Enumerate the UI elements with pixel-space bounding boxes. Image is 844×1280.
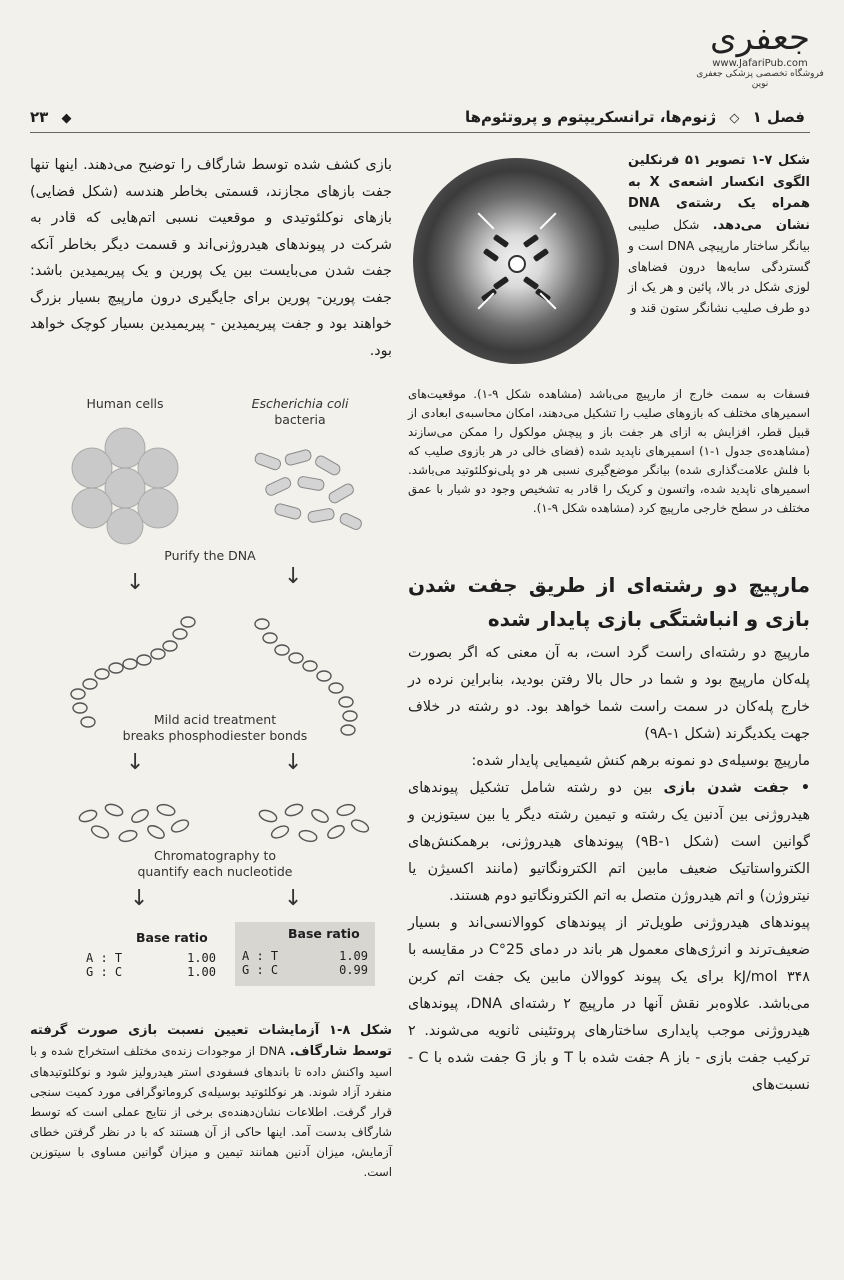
ecoli-base-ratio [242,926,368,977]
step-acid-label-2: breaks phosphodiester bonds [122,728,308,743]
figure-1-7-caption [628,150,810,318]
chapter-label: فصل ۱ [752,108,805,126]
cell [72,488,112,528]
diamond-outline-icon: ◇ [729,111,740,126]
bullet-text: بین دو رشته شامل تشکیل پیوندهای هیدروژنی بین آدنین یک رشته و تیمین رشته دیگر یا بین سیتوزین و گوانین است (شکل ۹B-۱) پیوندهای هیدروژنی، برهمکنش‌های الکترواستاتیک ضعیف مابین اتم الکترونگاتیو (مانند اکسیژن یا نیتروژن) و اتم هیدروژن متصل به اتم الکترونگاتیو دوم هستند. [408,780,810,904]
bacterium [307,508,335,523]
paragraph: مارپیچ بوسیله‌ی دو نمونه برهم کنش شیمیایی پایدار شده: [471,753,810,769]
arrow-marker-icon [540,213,557,230]
paragraph: پیوندهای هیدروژنی طویل‌تر از پیوندهای کووالانسی‌اند و بسیار ضعیف‌ترند و انرژی‌های معمول هر باند در دمای 25°C در مقایسه با ۳۴۸ kJ/mol برای یک پیوند کووالان مابین یک جفت اتم کربن می‌باشد. علاوه‌بر نقش آنها در مارپیچ ۲ رشته‌ای DNA، پیوندهای هیدروژنی موجب پایداری ساختارهای پروتئینی ثانویه می‌شوند. ۲ ترکیب جفت بازی - باز A جفت شده با T و باز G جفت شده با C - نسبت‌های [408,915,810,1093]
section-title: مارپیچ دو رشته‌ای از طریق جفت شدن بازی و انباشتگی بازی پایدار شده [408,573,810,631]
ratio-gc-label: G : C [242,963,279,977]
ratio-at-value: 1.00 [187,951,216,965]
nucleotides-human [78,802,190,843]
ratio-at-label: A : T [242,949,279,963]
header-divider [30,132,810,133]
publisher-logo [690,18,830,98]
step-purify-label: Purify the DNA [164,548,256,563]
ecoli-illustration [254,449,363,531]
chapter-heading [465,108,805,126]
bacterium [254,452,282,471]
ratio-gc-value: 1.00 [187,965,216,979]
bullet-heading: • جفت شدن بازی [663,780,810,796]
publisher-subtitle: فروشگاه تخصصی پزشکی جعفری نوین [696,69,824,89]
bacterium [314,454,342,477]
down-arrow-icon: ↓ [284,750,303,775]
section-body [408,640,810,1099]
bacterium [274,503,302,520]
bacterium [338,512,363,531]
bacterium [284,449,312,466]
beam-center [508,255,526,273]
human-base-ratio [86,930,216,979]
bullet-item [408,775,810,910]
figure-1-8-title: شکل ۸-۱ آزمایشات تعیین نسبت بازی صورت گرفته توسط شارگاف. [30,1023,393,1059]
paragraph: بازی کشف شده توسط شارگاف را توضیح می‌دهند. اینها تنها جفت بازهای مجازند، قسمتی بخاطر هندسه (شکل فضایی) بازهای نوکلئوتیدی و موقعیت نسبی اتم‌هایی که قادر به شرکت در پیوندهای هیدروژنی‌اند و قسمت دیگر بخاطر آنکه جفت شدن می‌بایست بین یک پورین و یک پیریمیدین باشد: جفت پورین- پورین برای جایگیری درون مارپیچ بسیار بزرگ خواهند بود و جفت پیریمیدین - پیریمیدین بسیار کوچک خواهد بود. [30,157,392,359]
page-number: ۲۳ [30,108,49,126]
figure-1-7-lead: شکل صلیبی بیانگر ساختار مارپیچی DNA است و گستردگی سایه‌ها درون فضاهای لوزی شکل در بالا، پائین و هر یک از دو طرف صلیب نشانگر ستون قند و [628,217,810,315]
bacterium [264,476,292,497]
step-chromatography-label: Chromatography to [153,848,277,863]
left-column-text [30,152,392,364]
diffraction-smear [533,248,550,262]
down-arrow-icon: ↓ [126,750,145,775]
chargaff-diagram [30,390,392,990]
figure-1-7-title: شکل ۷-۱ تصویر ۵۱ فرنکلین الگوی انکسار اشعه‌ی X به همراه یک رشته‌ی DNA نشان می‌دهد. [628,153,810,233]
figure-1-8-text: DNA از موجودات زنده‌ی مختلف استخراج شده و با اسید واکنش داده تا باندهای فسفودی استر هیدرولیز شود و نوکلئوتیدهای منفرد آزاد شوند. هر نوکلئوتید بوسیله‌ی کروماتوگرافی مورد کمیت سنجی قرار گرفت. اطلاعات نشان‌دهنده‌ی برخی از نتایج عملی است که توسط شارگاف بدست آمد. اینها حاکی از آن هستند که با در نظر گرفتن خطای آزمایش، میزان آدنین همانند تیمین و میزان گوانین مساوی با سیتوزین است. [30,1044,392,1179]
human-cells-illustration [72,428,178,544]
ratio-title: Base ratio [136,930,208,945]
bacterium [327,482,355,505]
down-arrow-icon: ↓ [284,564,303,589]
ratio-at-value: 1.09 [339,949,368,963]
dna-chain-human [71,617,195,727]
ecoli-label-bacteria: bacteria [274,412,326,427]
ratio-gc-value: 0.99 [339,963,368,977]
step-chromatography-label-2: quantify each nucleotide [137,864,293,879]
diffraction-smear [493,276,510,290]
diffraction-smear [483,248,500,262]
publisher-url[interactable]: www.JafariPub.com [712,58,808,69]
nucleotides-ecoli [258,802,370,843]
arrow-marker-icon [478,213,495,230]
down-arrow-icon: ↓ [284,886,303,911]
cell [107,508,143,544]
diffraction-smear [493,234,510,248]
page-number-block [30,108,80,126]
running-head [30,104,805,130]
chapter-title: ژنوم‌ها، ترانسکریپتوم و پروتئوم‌ها [464,108,717,126]
paragraph: مارپیچ دو رشته‌ای راست گرد است، به آن معنی که اگر بصورت پله‌کان مارپیچ بود و شما در حال بالا رفتن بودید، بنابراین نرده در خارج پله‌کان در سمت راست شما خواهد بود. دو رشته در خلاف جهت یکدیگرند (شکل ۹A-۱) [408,645,810,742]
figure-1-8-caption [30,1020,392,1182]
logo-mark: جعفری [710,18,810,58]
diagram-graphics [30,426,392,986]
down-arrow-icon: ↓ [126,570,145,595]
cell [138,488,178,528]
bacterium [297,476,325,491]
human-cells-label: Human cells [86,396,164,411]
diffraction-smear [523,234,540,248]
figure-1-7-caption-continued: فسفات به سمت خارج از مارپیچ می‌باشد (مشاهده شکل ۹-۱). موقعیت‌های اسمیرهای مختلف که بازوهای صلیب را تشکیل می‌دهند، امکان محاسبه‌ی ابعادی از قبیل قطر، افزایش به ازای هر جفت باز و پیچش مولکول را ممکن می‌سازند (مشاهده‌ی جدول ۱-۱) اسمیرهای ناپدید شده (فضای خالی در هر بازوی صلیب که با فلش علامت‌گذاری شده) بیانگر موضع‌گیری نسبی هر دو پلی‌نوکلئوتید می‌باشد. اسمیرهای ناپدید شده، واتسون و کریک را قادر به تشخیص وجود دو شیار با عمق مختلف در سطح خارجی مارپیچ کرد (مشاهده شکل ۹-۱). [408,387,811,515]
ratio-gc-label: G : C [86,965,123,979]
step-acid-label: Mild acid treatment [153,712,277,727]
ecoli-label: Escherichia coli [251,396,349,411]
ratio-title: Base ratio [288,926,360,941]
down-arrow-icon: ↓ [130,886,149,911]
ratio-at-label: A : T [86,951,123,965]
xray-diffraction-image [413,158,619,364]
diamond-filled-icon: ◆ [61,111,72,126]
